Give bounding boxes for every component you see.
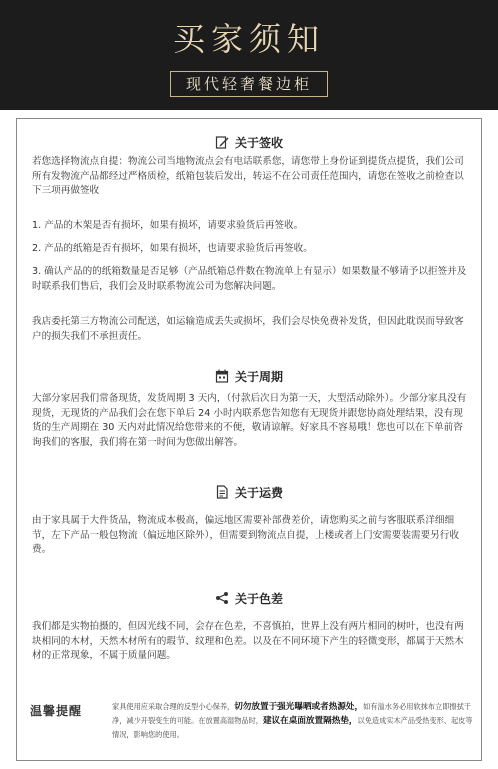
share-icon (215, 591, 229, 605)
section-title-period: 关于周期 (234, 370, 283, 384)
signing-item-2: 2. 产品的纸箱是否有损坏，如果有损坏，也请要求验货后再签收。 (32, 243, 313, 254)
edit-icon (215, 135, 229, 149)
warm-tip-line-3: 以免造成实木产品受热变形、起皮等情况，影响您的使用。 (112, 716, 473, 739)
signing-note: 我店委托第三方物流公司配送，如运输造成丢失或损坏，我们会尽快免费补发货，但因此耽误而导致客户的损失我们不承担责任。 (32, 316, 464, 342)
warm-tip-line-2: 如有溢水务必用软抹布立即擦拭干净，减少开裂变生的可能。在放置高湿物品时， (112, 702, 471, 725)
period-text: 大部分家居我们常备现货，发货周期 3 天内，（付款后次日为第一天，大型活动除外）。少部分家具没有现货，无现货的产品我们会在您下单后 24 小时内联系您告知您有无现货并跟您协商处理结果，没有现货的生产周期在 30 天内对此情况给您带来的不便，敬请谅解。好家具不容易哦！您也可以在下单前咨询我们的客服，我们将在第一时间为您做出解答。 (32, 393, 467, 448)
warm-tip-text (112, 700, 474, 741)
shipping-text: 由于家具属于大件货品，物流成本极高，偏远地区需要补部费差价，请您购买之前与客服联系洋细细节，左下产品一般包物流（偏远地区除外），但需要到物流点自提，上楼或者上门安需要装需要另行收费。 (32, 515, 459, 556)
warm-tip-line-1: 家具使用应采取合理的反型小心保养， (112, 702, 235, 711)
document-icon (215, 485, 229, 499)
section-heading-signing (0, 134, 498, 151)
calendar-icon (215, 369, 229, 383)
signing-item-3: 3. 确认产品的的纸箱数量是否足够（产品纸箱总件数在物流单上有显示）如果数量不够请予以拒签并及时联系我们售后，我们会及时联系物流公司为您解决问题。 (32, 266, 467, 292)
signing-intro: 若您选择物流点自提：物流公司当地物流点会有电话联系您，请您带上身份证到提货点提货，我们公司所有发物流产品都经过严格质检，纸箱包装后发出，转运不在公司责任范围内，请您在签收之前检查以下三项再做签收 (32, 156, 464, 197)
page-title: 买家须知 (172, 20, 325, 58)
section-title-signing: 关于签收 (234, 136, 283, 150)
section-heading-shipping (0, 484, 498, 501)
section-heading-color (0, 590, 498, 607)
signing-item-1: 1. 产品的木架是否有损坏，如果有损坏，请要求验货后再签收。 (32, 220, 304, 231)
section-heading-period (0, 368, 498, 385)
warm-tip-bold-1: 切勿放置于强光曝晒或者热源处， (234, 702, 364, 712)
section-title-color: 关于色差 (234, 592, 283, 606)
warm-tip-bold-2: 建议在桌面放置隔热垫， (262, 716, 358, 726)
product-subtitle: 现代轻奢餐边柜 (170, 71, 328, 97)
color-text: 我们都是实物拍摄的，但因光线不同，会存在色差，不喜慎拍，世界上没有两片相同的树叶，也没有两块相同的木材，天然木材所有的瑕节、纹理和色差。以及在不同环境下产生的轻微变形，都属于天然木材的正常现象，不属于质量问题。 (32, 621, 464, 662)
warm-tip-title: 温馨提醒 (30, 704, 83, 718)
header-banner (0, 0, 498, 110)
section-title-shipping: 关于运费 (234, 486, 283, 500)
